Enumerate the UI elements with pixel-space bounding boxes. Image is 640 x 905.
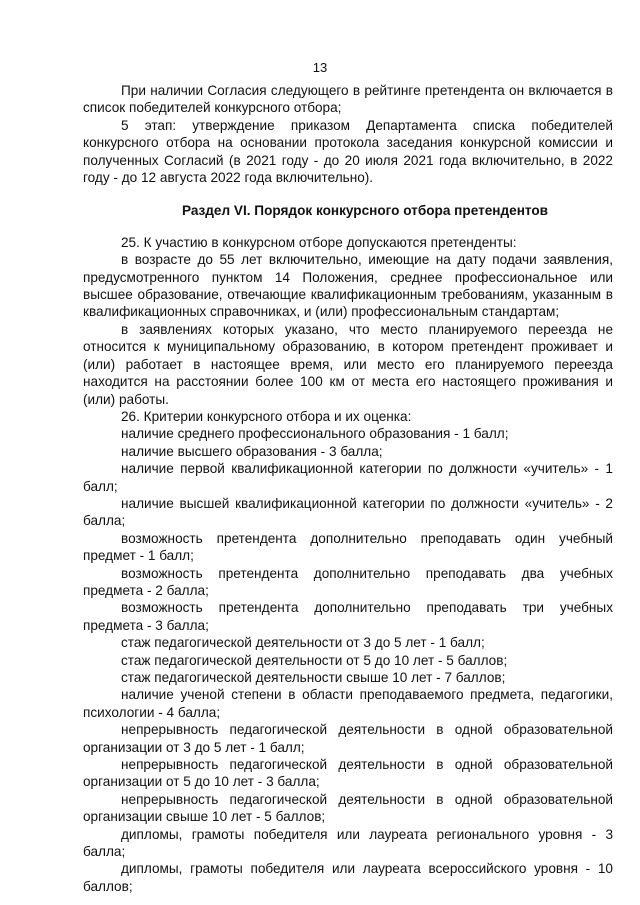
list-item: непрерывность педагогической деятельности в одной образовательной организации от 3 до 5 лет - 1 балл; (83, 722, 613, 755)
list-item: наличие первой квалификационной категории по должности «учитель» - 1 балл; (83, 461, 613, 494)
paragraph: При наличии Согласия следующего в рейтинге претендента он включается в список победителей конкурсного отбора; (83, 83, 613, 116)
document-body (83, 82, 613, 895)
list-item: возможность претендента дополнительно преподавать один учебный предмет - 1 балл; (83, 530, 613, 564)
list-item: возможность претендента дополнительно преподавать два учебных предмета - 2 балла; (83, 565, 613, 598)
section-heading: Раздел VI. Порядок конкурсного отбора претендентов (181, 203, 549, 219)
list-item: стаж педагогической деятельности от 3 до 5 лет - 1 балл; (121, 635, 485, 651)
paragraph: 5 этап: утверждение приказом Департамента списка победителей конкурсного отбора на основании протокола заседания конкурсной комиссии и полученных Согласий (в 2021 году - до 20 июля 2021 года включительно, в 2022 году - до 12 августа 2022 года включительно). (83, 117, 613, 186)
paragraph: в возрасте до 55 лет включительно, имеющие на дату подачи заявления, предусмотренного пунктом 14 Положения, среднее профессиональное или высшее образование, отвечающие квалификационным требованиям, указанным в квалификационных справочниках, и (или) профессиональным стандартам; (83, 252, 613, 320)
paragraph: 26. Критерии конкурсного отбора и их оценка: (121, 408, 412, 424)
list-item: стаж педагогической деятельности от 5 до 10 лет - 5 баллов; (121, 652, 508, 668)
list-item: наличие высшего образования - 3 балла; (121, 443, 383, 459)
paragraph: в заявлениях которых указано, что место планируемого переезда не относится к муниципальному образованию, в котором претендент проживает и (или) работает в настоящее время, или место его планируемого переезда находится на расстоянии более 100 км от места его настоящего проживания и (или) работы. (83, 321, 613, 407)
list-item: наличие высшей квалификационной категории по должности «учитель» - 2 балла; (83, 495, 613, 529)
list-item: возможность претендента дополнительно преподавать три учебных предмета - 3 балла; (83, 600, 613, 633)
list-item: дипломы, грамоты победителя или лауреата регионального уровня - 3 балла; (83, 826, 613, 860)
paragraph: 25. К участию в конкурсном отборе допускаются претенденты: (121, 234, 517, 250)
list-item: непрерывность педагогической деятельности в одной образовательной организации от 5 до 10 лет - 3 балла; (83, 757, 613, 790)
page-number: 13 (312, 60, 328, 75)
list-item: стаж педагогической деятельности свыше 10 лет - 7 баллов; (121, 670, 506, 685)
list-item: дипломы, грамоты победителя или лауреата всероссийского уровня - 10 баллов; (83, 861, 613, 894)
list-item: непрерывность педагогической деятельности в одной образовательной организации свыше 10 лет - 5 баллов; (83, 791, 613, 825)
list-item: наличие ученой степени в области преподаваемого предмета, педагогики, психологии - 4 балла; (83, 687, 613, 720)
list-item: наличие среднего профессионального образования - 1 балл; (121, 426, 509, 442)
